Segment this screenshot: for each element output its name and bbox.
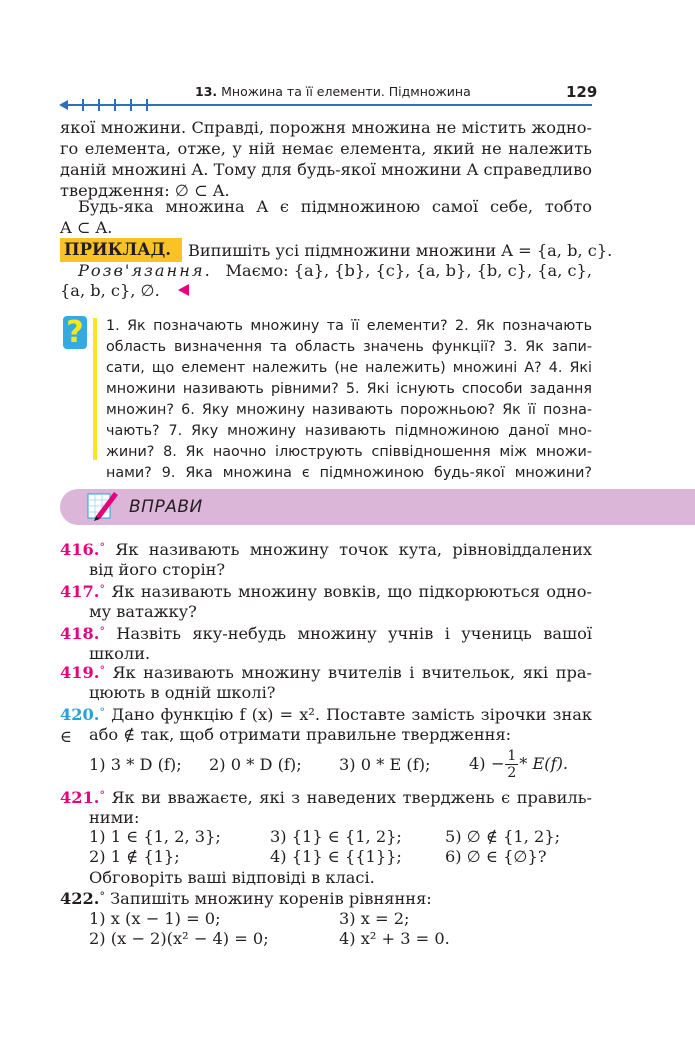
exercise-text: або ∉ так, щоб отримати правильне твердження: [89,725,512,744]
example-task: Випишіть усі підмножини множини A = {a, b, c}. [188,241,613,260]
exercise-text: Обговоріть ваші відповіді в класі. [89,868,375,887]
exercise-418 [60,623,592,645]
exercise-item: 1) 3 * D (f); [89,755,182,774]
page-number: 129 [566,83,598,101]
tick-mark [130,99,132,111]
question-line: жини? 8. Як наочно ілюструють співвідношення між множи- [106,444,592,460]
question-line: сати, що елемент належить (не належить) множині A? 4. Які [106,360,592,376]
question-line: множин? 6. Яку множину називають порожньою? Як її позна- [106,402,592,418]
exercise-number: 420.° [60,705,105,724]
section-number: 13. [195,84,218,99]
exercise-text: Назвіть яку-небудь множину учнів і учениць вашої [116,624,592,643]
exercises-title: ВПРАВИ [129,497,203,517]
notebook-pen-icon [86,488,120,522]
tick-mark [114,99,116,111]
intro-line: якої множини. Справді, порожня множина не містить жодно- [60,118,592,137]
exercise-text: Як називають множину вовків, що підкорюються одно- [111,582,593,601]
exercise-text: цюють в одній школі? [89,683,276,702]
question-mark-icon: ? [63,316,87,349]
exercise-text: му ватажку? [89,602,197,621]
header-rule [66,104,592,106]
exercise-416 [60,539,592,561]
exercise-item: 3) x = 2; [339,909,410,928]
exercise-item: 4) {1} ∈ {{1}}; [270,847,402,866]
exercise-text: Як називають множину точок кута, рівновіддалених [115,540,592,559]
exercise-item: 6) ∅ ∈ {∅}? [445,847,547,866]
solution-line: {a, b, c}, ∅. [60,281,160,300]
question-line: чають? 7. Яку множину називають підмножиною даної мно- [106,423,592,439]
question-line: 1. Як позначають множину та її елементи? 2. Як позначають [106,318,592,334]
exercise-number: 422.° [60,889,105,908]
exercise-item: 2) 0 * D (f); [209,755,302,774]
end-marker-icon [178,284,189,296]
intro-line: A ⊂ A. [60,218,113,237]
question-sidebar [93,318,97,460]
tick-mark [82,99,84,111]
question-line: нами? 9. Яка множина є підмножиною будь-якої множини? [106,465,592,481]
tick-mark [146,99,148,111]
exercise-text: Як називають множину вчителів і вчительок, які пра- [112,663,592,682]
question-line: область визначення та область значень функції? 3. Як запи- [106,339,592,355]
exercise-item: 4) x² + 3 = 0. [339,929,450,948]
solution-text: Маємо: {a}, {b}, {c}, {a, b}, {b, c}, {a, c}, [225,261,592,280]
exercise-417 [60,581,592,603]
solution-label: Розв'язання. [78,261,212,280]
running-header [195,84,471,99]
fraction: $\frac{1}{2}$ [507,748,517,781]
exercise-item: 1) x (x − 1) = 0; [89,909,221,928]
intro-line: даній множині A. Тому для будь-якої множини A справедливо [60,160,592,179]
question-line: множини називають рівними? 5. Які існують способи задання [106,381,592,397]
exercise-text: Запишіть множину коренів рівняння: [110,889,432,908]
exercise-421 [60,787,592,809]
intro-line: твердження: ∅ ⊂ A. [60,181,230,200]
exercise-item: 3) 0 * E (f); [339,755,431,774]
exercise-text: Як ви вважаєте, які з наведених тверджень є правиль- [111,788,592,807]
exercise-item: 3) {1} ∈ {1, 2}; [270,827,402,846]
tick-mark [98,99,100,111]
exercise-text: від його сторін? [89,560,226,579]
section-title: Множина та її елементи. Підмножина [221,84,471,99]
exercise-item: 2) (x − 2)(x² − 4) = 0; [89,929,269,948]
exercise-item: 1) 1 ∈ {1, 2, 3}; [89,827,221,846]
intro-line: го елемента, отже, у ній немає елемента, який не належить [60,139,592,158]
exercise-item: 5) ∅ ∉ {1, 2}; [445,827,561,846]
example-label: ПРИКЛАД. [60,238,182,262]
exercise-text: ними: [89,808,140,827]
intro-line: Будь-яка множина A є підмножиною самої себе, тобто [78,197,592,216]
exercise-419 [60,662,592,684]
exercise-text: школи. [89,644,151,663]
exercise-422 [60,888,432,910]
exercise-number: 416.° [60,540,105,559]
exercise-number: 417.° [60,582,105,601]
solution-line [78,260,592,282]
exercise-number: 418.° [60,624,105,643]
exercise-number: 419.° [60,663,105,682]
exercise-text: Дано функцію f (x) = x². Поставте замість зірочки знак ∈ [60,705,592,746]
exercise-item: 2) 1 ∉ {1}; [89,847,180,866]
exercise-item: 4) − $\frac{1}{2}$ * E(f). [469,748,569,781]
exercise-number: 421.° [60,788,105,807]
